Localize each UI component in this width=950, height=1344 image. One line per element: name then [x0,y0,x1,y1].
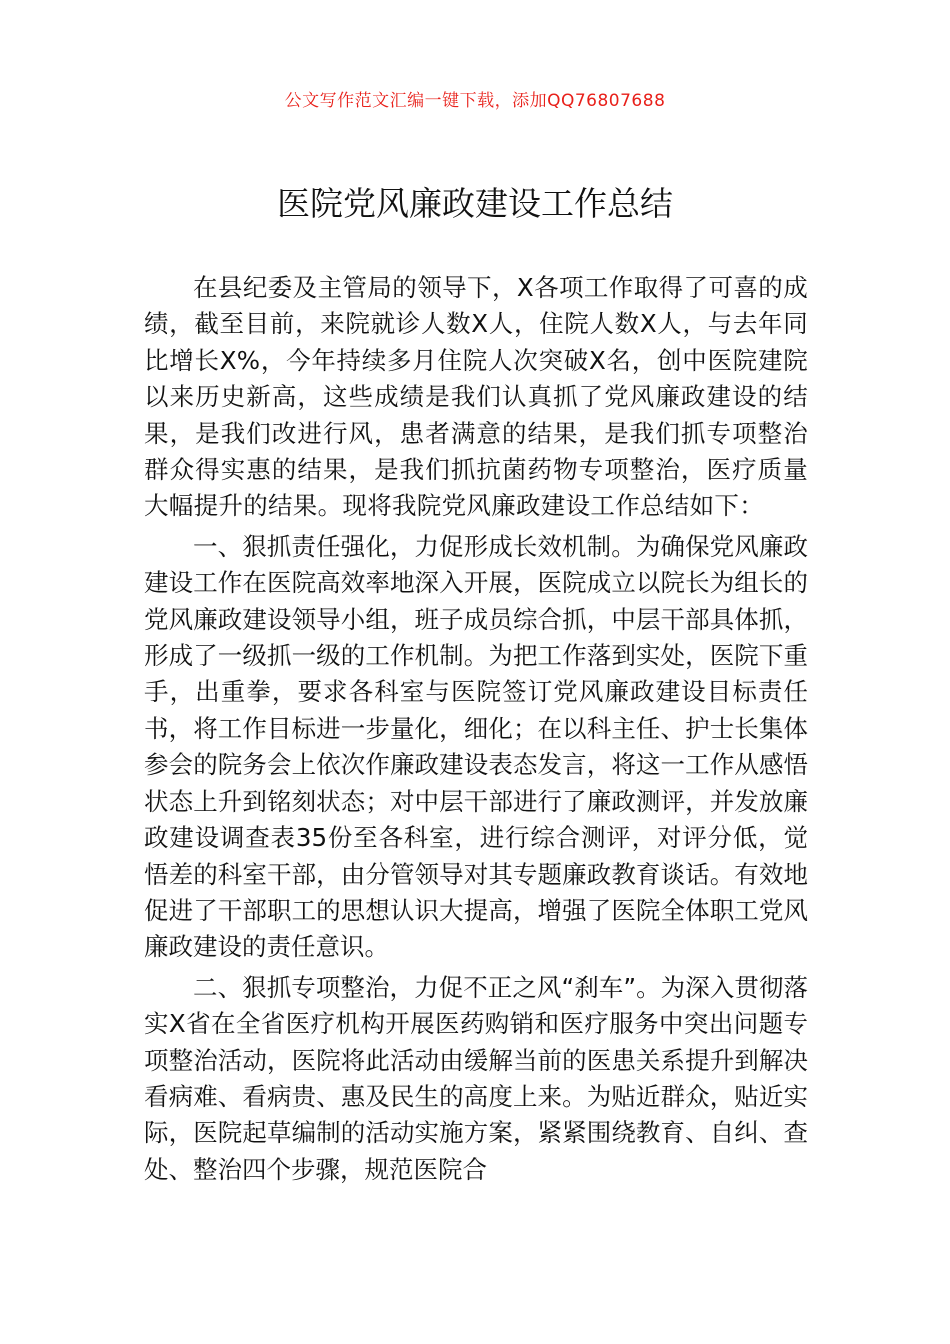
document-body [144,270,808,1188]
document-title: 医院党风廉政建设工作总结 [277,184,673,223]
paragraph-section-1: 一、狠抓责任强化，力促形成长效机制。为确保党风廉政建设工作在医院高效率地深入开展，医院成立以院长为组长的党风廉政建设领导小组，班子成员综合抓，中层干部具体抓，形成了一级抓一级的工作机制。为把工作落到实处，医院下重手，出重拳，要求各科室与医院签订党风廉政建设目标责任书，将工作目标进一步量化，细化；在以科主任、护士长集体参会的院务会上依次作廉政建设表态发言，将这一工作从感悟状态上升到铭刻状态；对中层干部进行了廉政测评，并发放廉政建设调查表35份至各科室，进行综合测评，对评分低，觉悟差的科室干部，由分管领导对其专题廉政教育谈话。有效地促进了干部职工的思想认识大提高，增强了医院全体职工党风廉政建设的责任意识。 [144,531,808,962]
paragraph-section-2: 二、狠抓专项整治，力促不正之风“刹车”。为深入贯彻落实X省在全省医疗机构开展医药购销和医疗服务中突出问题专项整治活动，医院将此活动由缓解当前的医患关系提升到解决看病难、看病贵、惠及民生的高度上来。为贴近群众，贴近实际，医院起草编制的活动实施方案，紧紧围绕教育、自纠、查处、整治四个步骤，规范医院合 [144,972,808,1184]
promo-banner: 公文写作范文汇编一键下载，添加QQ76807688 [284,91,666,111]
paragraph-intro: 在县纪委及主管局的领导下，X各项工作取得了可喜的成绩，截至目前，来院就诊人数X人，住院人数X人，与去年同比增长X%，今年持续多月住院人次突破X名，创中医院建院以来历史新高，这些成绩是我们认真抓了党风廉政建设的结果，是我们改进行风，患者满意的结果，是我们抓专项整治群众得实惠的结果，是我们抓抗菌药物专项整治，医疗质量大幅提升的结果。现将我院党风廉政建设工作总结如下： [144,273,808,521]
